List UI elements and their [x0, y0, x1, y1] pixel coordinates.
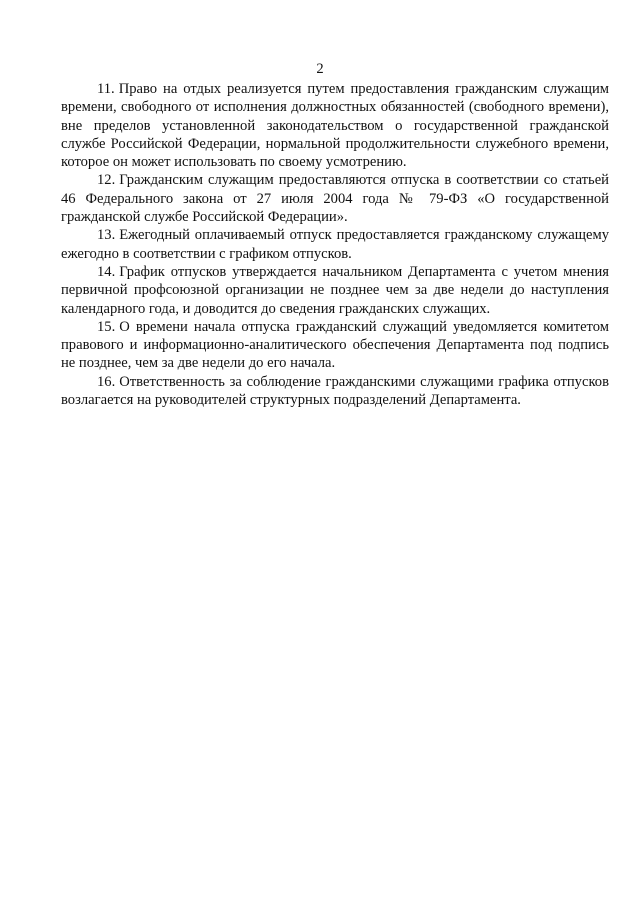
document-body	[61, 80, 609, 409]
paragraph-16	[61, 373, 609, 410]
paragraph-number: 16.	[97, 373, 116, 390]
paragraph-number: 15.	[97, 318, 116, 335]
paragraph-11	[61, 80, 609, 171]
paragraph-text: О времени начала отпуска гражданский служащий уведомляется комитетом правового и информационно-аналитического обеспечения Департамента под подпись не позднее, чем за две недели до его начала.	[61, 318, 609, 372]
paragraph-number: 12.	[97, 172, 116, 189]
paragraph-text: Ежегодный оплачиваемый отпуск предоставляется гражданскому служащему ежегодно в соответствии с графиком отпусков.	[61, 227, 609, 262]
paragraph-12	[61, 171, 609, 226]
paragraph-number: 11.	[97, 81, 115, 97]
paragraph-text: График отпусков утверждается начальником Департамента с учетом мнения первичной профсоюзной организации не позднее чем за две недели до наступления календарного года, и доводится до сведения гражданских служащих.	[61, 263, 609, 317]
paragraph-number: 13.	[97, 227, 116, 244]
page-number: 2	[316, 61, 324, 77]
paragraph-15	[61, 318, 609, 373]
paragraph-14	[61, 263, 609, 318]
paragraph-text: Право на отдых реализуется путем предоставления гражданским служащим времени, свободного от исполнения должностных обязанностей (свободного времени), вне пределов установленной законодательством о государственной гражданской службе Российской Федерации, нормальной продолжительности служебного времени, которое он может использовать по своему усмотрению.	[61, 81, 609, 171]
paragraph-number: 14.	[97, 263, 116, 280]
paragraph-text: Гражданским служащим предоставляются отпуска в соответствии со статьей 46 Федерального закона от 27 июля 2004 года № 79-ФЗ «О государственной гражданской службе Российской Федерации».	[61, 172, 609, 226]
paragraph-text: Ответственность за соблюдение гражданскими служащими графика отпусков возлагается на руководителей структурных подразделений Департамента.	[61, 373, 609, 409]
paragraph-13	[61, 226, 609, 263]
